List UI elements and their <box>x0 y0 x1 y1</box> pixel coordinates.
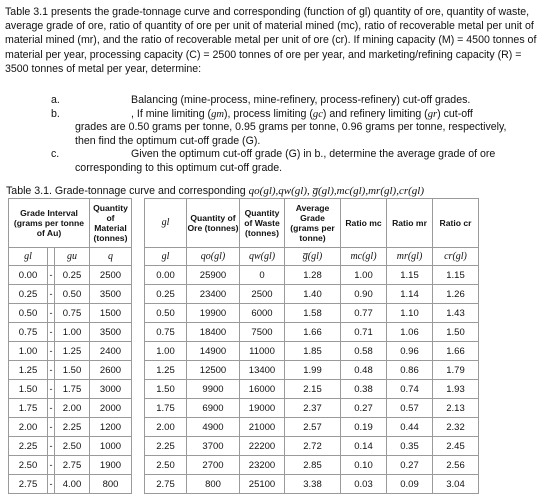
table-header-row <box>9 199 479 248</box>
cell-qw: 22200 <box>240 437 285 456</box>
symbol-mr: mr(gl) <box>387 248 433 266</box>
table-row <box>9 266 479 285</box>
cell-mc: 0.19 <box>341 418 387 437</box>
cell-qw: 2500 <box>240 285 285 304</box>
cell-gl2: 2.75 <box>145 475 187 494</box>
cell-mc: 0.71 <box>341 323 387 342</box>
cell-gl2: 0.75 <box>145 323 187 342</box>
cell-gu: 1.50 <box>55 361 90 380</box>
question-b-text-3: ) and refinery limiting ( <box>322 107 428 120</box>
cell-g: 3.38 <box>285 475 341 494</box>
cell-dash: - <box>48 342 55 361</box>
cell-cr: 1.50 <box>433 323 479 342</box>
cell-mc: 0.90 <box>341 285 387 304</box>
problem-intro: Table 3.1 presents the grade-tonnage curve and corresponding (function of gl) quantity of ore, quantity of waste, average grade of ore, ratio of quantity of ore per unit of material mined (mc), ratio of recoverable metal per unit of material mined (mr), and the ratio of recoverable metal per unit of ore (cr). If mining capacity (M) = 4500 tonnes of material per year, processing capacity (C) = 2500 tonnes of ore per year, and marketing/refining capacity (R) = 3500 tonnes of metal per year, determine: <box>5 6 537 75</box>
header-quantity-ore: Quantity of Ore (tonnes) <box>187 199 240 248</box>
cell-gl: 0.75 <box>9 323 48 342</box>
cell-q: 1200 <box>90 418 132 437</box>
cell-mr: 0.09 <box>387 475 433 494</box>
cell-dash: - <box>48 266 55 285</box>
column-gap <box>132 437 145 456</box>
header-quantity-material: Quantity of Material (tonnes) <box>90 199 132 248</box>
symbol-mc: mc(gl) <box>341 248 387 266</box>
cell-dash: - <box>48 399 55 418</box>
cell-gu: 2.50 <box>55 437 90 456</box>
cell-mc: 0.03 <box>341 475 387 494</box>
cell-q: 800 <box>90 475 132 494</box>
cell-mr: 1.10 <box>387 304 433 323</box>
cell-dash: - <box>48 285 55 304</box>
cell-gl2: 1.75 <box>145 399 187 418</box>
question-a <box>0 94 548 108</box>
symbol-gl: gl <box>9 248 48 266</box>
cell-qo: 18400 <box>187 323 240 342</box>
cell-dash: - <box>48 475 55 494</box>
cell-qw: 25100 <box>240 475 285 494</box>
cell-q: 2000 <box>90 399 132 418</box>
cell-gl2: 1.00 <box>145 342 187 361</box>
cell-mr: 0.86 <box>387 361 433 380</box>
cell-mc: 0.14 <box>341 437 387 456</box>
question-b-text <box>75 107 548 149</box>
header-ratio-mr: Ratio mr <box>387 199 433 248</box>
cell-gu: 0.50 <box>55 285 90 304</box>
cell-mr: 1.14 <box>387 285 433 304</box>
question-c-line-1: Given the optimum cut-off grade (G) in b., determine the average grade of ore <box>131 148 496 161</box>
cell-qw: 19000 <box>240 399 285 418</box>
header-average-grade: Average Grade (grams per tonne) <box>285 199 341 248</box>
column-gap <box>132 342 145 361</box>
cell-g: 2.37 <box>285 399 341 418</box>
cell-g: 1.85 <box>285 342 341 361</box>
symbol-gm: gm <box>211 108 225 120</box>
cell-qw: 23200 <box>240 456 285 475</box>
symbol-qo: qo(gl) <box>187 248 240 266</box>
cell-mc: 0.27 <box>341 399 387 418</box>
cell-gu: 2.00 <box>55 399 90 418</box>
question-a-text: Balancing (mine-process, mine-refinery, process-refinery) cut-off grades. <box>131 94 471 106</box>
cell-gu: 2.75 <box>55 456 90 475</box>
cell-qo: 12500 <box>187 361 240 380</box>
cell-qo: 23400 <box>187 285 240 304</box>
cell-mc: 0.38 <box>341 380 387 399</box>
question-c-line-2: corresponding to this optimum cut-off grade. <box>75 161 283 174</box>
cell-mc: 0.48 <box>341 361 387 380</box>
cell-q: 2600 <box>90 361 132 380</box>
cell-qw: 21000 <box>240 418 285 437</box>
question-b-text-2: ), process limiting ( <box>224 107 313 120</box>
cell-mc: 0.77 <box>341 304 387 323</box>
column-gap <box>132 361 145 380</box>
cell-qw: 11000 <box>240 342 285 361</box>
cell-qo: 9900 <box>187 380 240 399</box>
cell-gl2: 2.00 <box>145 418 187 437</box>
cell-g: 2.57 <box>285 418 341 437</box>
cell-qo: 25900 <box>187 266 240 285</box>
cell-gu: 4.00 <box>55 475 90 494</box>
cell-dash: - <box>48 418 55 437</box>
table-row <box>9 361 479 380</box>
cell-gl2: 0.50 <box>145 304 187 323</box>
cell-dash: - <box>48 361 55 380</box>
cell-gu: 1.75 <box>55 380 90 399</box>
question-b-text-4: ) cut-off <box>437 107 473 120</box>
column-gap <box>132 399 145 418</box>
header-gl: gl <box>145 199 187 248</box>
cell-mr: 0.96 <box>387 342 433 361</box>
cell-dash: - <box>48 437 55 456</box>
table-caption-text: Table 3.1. Grade-tonnage curve and corresponding <box>6 185 246 197</box>
cell-g: 1.28 <box>285 266 341 285</box>
cell-mc: 0.10 <box>341 456 387 475</box>
cell-gl: 1.00 <box>9 342 48 361</box>
header-ratio-cr: Ratio cr <box>433 199 479 248</box>
column-gap <box>132 456 145 475</box>
cell-q: 1500 <box>90 304 132 323</box>
cell-qw: 7500 <box>240 323 285 342</box>
cell-q: 2400 <box>90 342 132 361</box>
table-row <box>9 456 479 475</box>
header-ratio-mc: Ratio mc <box>341 199 387 248</box>
cell-g: 2.15 <box>285 380 341 399</box>
cell-gu: 0.25 <box>55 266 90 285</box>
cell-qw: 16000 <box>240 380 285 399</box>
cell-qo: 4900 <box>187 418 240 437</box>
cell-mr: 0.35 <box>387 437 433 456</box>
cell-g: 1.66 <box>285 323 341 342</box>
cell-cr: 2.32 <box>433 418 479 437</box>
table-row <box>9 323 479 342</box>
cell-gl: 1.75 <box>9 399 48 418</box>
symbol-cr: cr(gl) <box>433 248 479 266</box>
cell-mc: 0.58 <box>341 342 387 361</box>
table-row <box>9 418 479 437</box>
cell-q: 2500 <box>90 266 132 285</box>
cell-gu: 2.25 <box>55 418 90 437</box>
cell-cr: 2.13 <box>433 399 479 418</box>
cell-gl2: 0.25 <box>145 285 187 304</box>
cell-dash: - <box>48 304 55 323</box>
symbol-gl-2: gl <box>145 248 187 266</box>
symbol-gr: gr <box>427 108 438 120</box>
column-gap <box>132 285 145 304</box>
column-gap <box>132 266 145 285</box>
cell-gl2: 2.25 <box>145 437 187 456</box>
cell-gl: 1.25 <box>9 361 48 380</box>
symbol-gc: gc <box>312 108 323 120</box>
cell-g: 1.99 <box>285 361 341 380</box>
cell-gl2: 2.50 <box>145 456 187 475</box>
cell-mr: 0.74 <box>387 380 433 399</box>
cell-gl2: 1.50 <box>145 380 187 399</box>
question-c-marker: c. <box>51 148 60 161</box>
header-grade-interval: Grade Interval (grams per tonne of Au) <box>9 199 90 248</box>
cell-q: 3500 <box>90 323 132 342</box>
cell-qo: 19900 <box>187 304 240 323</box>
table-symbol-row <box>9 248 479 266</box>
table-row <box>9 342 479 361</box>
cell-qw: 13400 <box>240 361 285 380</box>
cell-gu: 1.25 <box>55 342 90 361</box>
question-b-text-1: , If mine limiting ( <box>131 107 212 120</box>
cell-gl: 2.00 <box>9 418 48 437</box>
question-b-line-2: grades are 0.50 grams per tonne, 0.95 grams per tonne, 0.96 grams per tonne, respectively, <box>75 121 507 134</box>
cell-dash: - <box>48 380 55 399</box>
cell-gl: 2.75 <box>9 475 48 494</box>
cell-cr: 1.93 <box>433 380 479 399</box>
cell-gl: 0.50 <box>9 304 48 323</box>
cell-qo: 6900 <box>187 399 240 418</box>
column-gap <box>132 304 145 323</box>
question-list <box>0 94 548 176</box>
cell-gl2: 0.00 <box>145 266 187 285</box>
cell-g: 2.72 <box>285 437 341 456</box>
cell-qw: 0 <box>240 266 285 285</box>
table-caption <box>6 185 424 197</box>
cell-cr: 1.15 <box>433 266 479 285</box>
symbol-gbar: g̅(gl) <box>285 248 341 266</box>
table-row <box>9 285 479 304</box>
cell-gl: 0.25 <box>9 285 48 304</box>
cell-cr: 1.26 <box>433 285 479 304</box>
cell-g: 1.40 <box>285 285 341 304</box>
column-gap <box>132 418 145 437</box>
question-a-marker: a. <box>51 94 60 106</box>
cell-mr: 1.15 <box>387 266 433 285</box>
cell-qo: 2700 <box>187 456 240 475</box>
column-gap <box>132 323 145 342</box>
cell-gl2: 1.25 <box>145 361 187 380</box>
cell-g: 1.58 <box>285 304 341 323</box>
question-c <box>0 148 548 175</box>
cell-cr: 1.66 <box>433 342 479 361</box>
table-caption-functions: qo(gl),qw(gl), g̅(gl),mc(gl),mr(gl),cr(gl) <box>248 185 425 197</box>
column-gap <box>132 380 145 399</box>
cell-qw: 6000 <box>240 304 285 323</box>
cell-cr: 2.56 <box>433 456 479 475</box>
cell-qo: 800 <box>187 475 240 494</box>
cell-gl: 2.25 <box>9 437 48 456</box>
cell-q: 3000 <box>90 380 132 399</box>
question-b-line-3: then find the optimum cut-off grade (G). <box>75 134 261 147</box>
cell-mr: 0.44 <box>387 418 433 437</box>
cell-gl: 0.00 <box>9 266 48 285</box>
cell-cr: 1.43 <box>433 304 479 323</box>
cell-cr: 2.45 <box>433 437 479 456</box>
cell-mr: 0.27 <box>387 456 433 475</box>
symbol-q: q <box>90 248 132 266</box>
symbol-blank <box>48 248 55 266</box>
cell-dash: - <box>48 456 55 475</box>
question-b-marker: b. <box>51 107 60 120</box>
cell-mr: 1.06 <box>387 323 433 342</box>
cell-dash: - <box>48 323 55 342</box>
cell-gl: 1.50 <box>9 380 48 399</box>
cell-cr: 1.79 <box>433 361 479 380</box>
table-row <box>9 475 479 494</box>
cell-q: 3500 <box>90 285 132 304</box>
table-row <box>9 437 479 456</box>
header-quantity-waste: Quantity of Waste (tonnes) <box>240 199 285 248</box>
cell-q: 1900 <box>90 456 132 475</box>
cell-qo: 14900 <box>187 342 240 361</box>
table-row <box>9 304 479 323</box>
table-row <box>9 399 479 418</box>
table-row <box>9 380 479 399</box>
cell-gu: 1.00 <box>55 323 90 342</box>
question-c-text <box>75 148 548 175</box>
cell-gu: 0.75 <box>55 304 90 323</box>
grade-tonnage-table <box>8 198 479 494</box>
column-gap <box>132 199 145 248</box>
cell-gl: 2.50 <box>9 456 48 475</box>
cell-mr: 0.57 <box>387 399 433 418</box>
column-gap <box>132 475 145 494</box>
cell-cr: 3.04 <box>433 475 479 494</box>
symbol-gu: gu <box>55 248 90 266</box>
cell-g: 2.85 <box>285 456 341 475</box>
cell-qo: 3700 <box>187 437 240 456</box>
symbol-qw: qw(gl) <box>240 248 285 266</box>
cell-q: 1000 <box>90 437 132 456</box>
cell-mc: 1.00 <box>341 266 387 285</box>
question-b <box>0 108 548 149</box>
column-gap <box>132 248 145 266</box>
